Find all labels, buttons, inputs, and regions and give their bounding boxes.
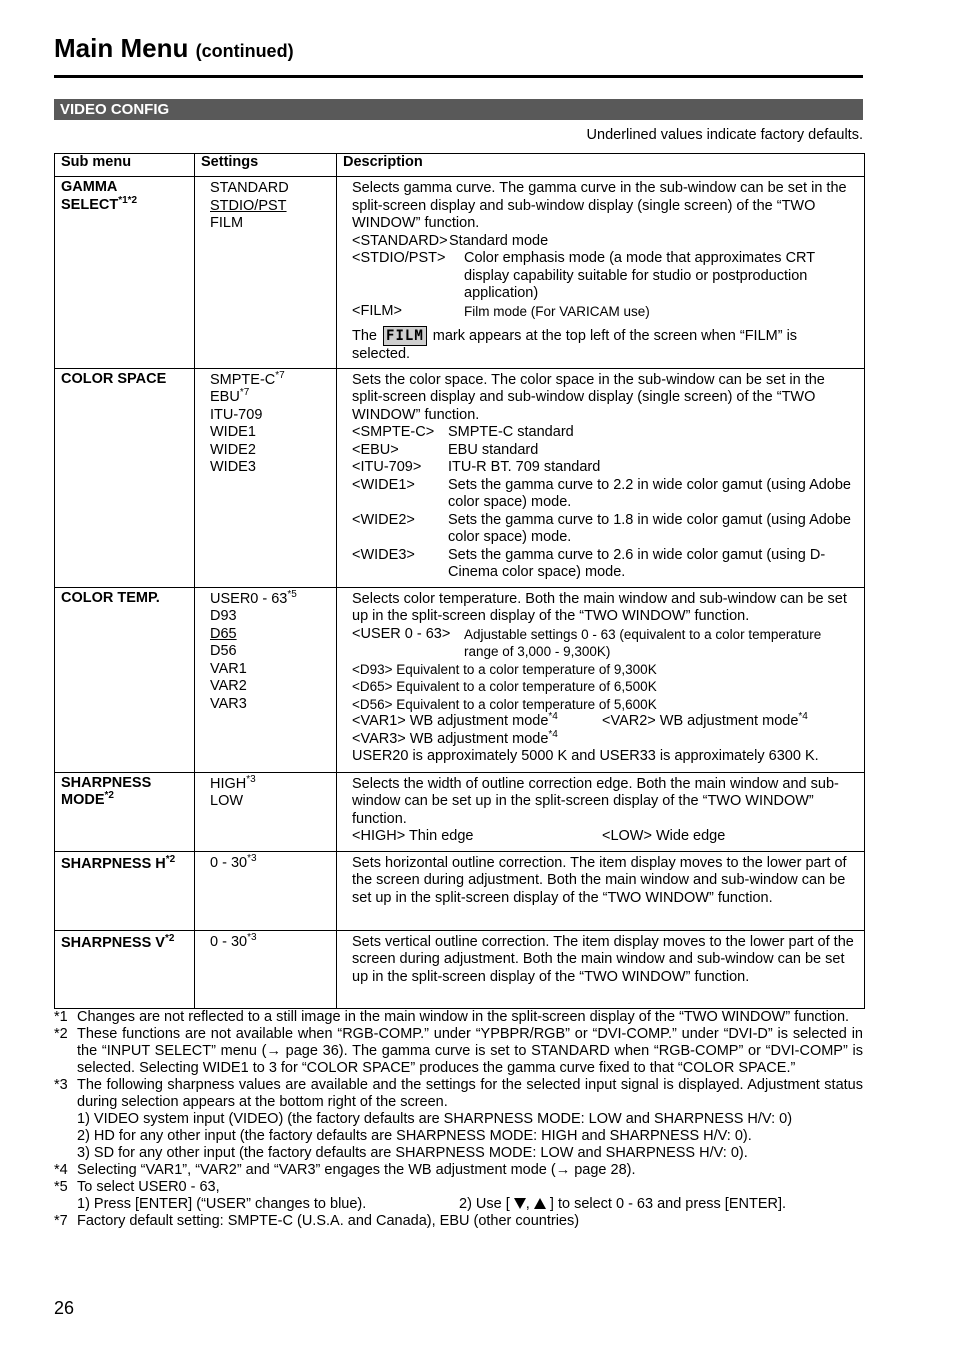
- setting-value: EBU$^{*7}$: [210, 387, 250, 405]
- option-line: <USER 0 - 63> Adjustable settings 0 - 63 (equivalent to a color temperature range of 3,000 - 9,300K): [352, 625, 822, 659]
- option-line: <EBU> EBU standard: [352, 441, 539, 458]
- setting-value: D93: [210, 608, 237, 624]
- settings-cell: [195, 368, 337, 587]
- option-line: <D93> Equivalent to a color temperature of 9,300K: [352, 661, 657, 677]
- table-row-sharpness-mode: [55, 772, 865, 851]
- film-mark-badge: FILM: [383, 326, 427, 346]
- setting-value: STANDARD: [210, 180, 289, 196]
- page-header: [54, 32, 863, 67]
- option-line: <STDIO/PST> Color emphasis mode (a mode that approximates CRT display capability suitable for studio or postproduction application): [352, 250, 815, 301]
- option-line: <STANDARD> Standard mode: [352, 232, 549, 249]
- footnote: *7 Factory default setting: SMPTE-C (U.S.A. and Canada), EBU (other countries): [54, 1213, 580, 1229]
- setting-value: VAR1: [210, 660, 247, 677]
- sub-menu-cell: SHARPNESS $H^{*2}$: [55, 851, 195, 930]
- video-config-table: [54, 153, 865, 1009]
- description-cell: Sets vertical outline correction. The item display moves to the lower part of the screen during adjustment. Both the main window and sub-window can be set up in the split-screen display of the “TWO WINDOW” function.: [337, 930, 865, 1008]
- description-cell: [337, 177, 865, 369]
- option-line: <WIDE2> Sets the gamma curve to 1.8 in wide color gamut (using Adobe color space) mode.: [352, 511, 851, 545]
- user-note: USER20 is approximately 5000 K and USER33 is approximately 6300 K.: [352, 748, 819, 764]
- table-row-gamma-select: [55, 177, 865, 369]
- description-text: Selects gamma curve. The gamma curve in the sub-window can be set in the split-screen display and sub-window display (single screen) of the “TWO WINDOW” function.: [352, 180, 847, 231]
- section-title: VIDEO CONFIG: [54, 99, 863, 120]
- footnote: *2 These functions are not available when “RGB-COMP.” under “YPBPR/RGB” or “DVI-COMP.” under “DVI-D” is selected in the “INPUT SELECT” menu (→ page 36). The gamma curve is set to STANDARD when “RGB-COMP” or “DVI-COMP” is selected. Selecting WIDE1 to 3 for “COLOR SPACE” produces the gamma curve fixed to that “COLOR SPACE.”: [54, 1026, 863, 1076]
- down-arrow-icon: [514, 1198, 526, 1209]
- table-header-row: [55, 154, 865, 177]
- footnote: *5 To select USER0 - 63, 1) Press [ENTER] (“USER” changes to blue). 2) Use [ , ] to select 0 - 63 and press [ENTER].: [54, 1179, 787, 1212]
- settings-cell: [195, 772, 337, 851]
- description-cell: [337, 772, 865, 851]
- setting-value-default: STDIO/PST: [210, 197, 287, 214]
- settings-cell: [195, 177, 337, 369]
- setting-value: SMPTE-$C^{*7}$: [210, 369, 285, 388]
- sub-menu-cell: GAMMA $SELECT^{*1*2}$: [55, 177, 195, 369]
- setting-value: WIDE2: [210, 441, 256, 458]
- setting-value: VAR3: [210, 695, 247, 712]
- title-suffix: (continued): [195, 41, 294, 61]
- sub-menu-cell: SHARPNESS $V^{*2}$: [55, 930, 195, 1008]
- page-number: 26: [54, 1298, 75, 1318]
- sub-menu-cell: SHARPNESS MODE$^{*2}$: [55, 772, 195, 851]
- option-line: <VAR1> WB adjustment mode$^{*4}$ <VAR2> WB adjustment mode$^{*4}$: [352, 711, 808, 729]
- setting-value: HIGH$^{*3}$: [210, 773, 256, 792]
- table-row-sharpness-v: [55, 930, 865, 1008]
- col-header-settings: Settings: [195, 154, 337, 177]
- option-line: <ITU-709> ITU-R BT. 709 standard: [352, 459, 601, 475]
- film-note: The FILM mark appears at the top left of the screen when “FILM” is selected.: [352, 328, 798, 362]
- option-line: <D56> Equivalent to a color temperature of 5,600K: [352, 696, 657, 712]
- setting-value: ITU-709: [210, 406, 263, 423]
- option-line: <D65> Equivalent to a color temperature of 6,500K: [352, 679, 657, 694]
- description-cell: [337, 368, 865, 587]
- option-line: <SMPTE-C> SMPTE-C standard: [352, 424, 574, 440]
- setting-value: LOW: [210, 793, 244, 809]
- setting-value: FILM: [210, 215, 244, 231]
- setting-value: VAR2: [210, 678, 247, 694]
- setting-value: D56: [210, 643, 237, 659]
- defaults-note: Underlined values indicate factory defaults.: [586, 127, 863, 143]
- description-text: Sets the color space. The color space in the sub-window can be set in the split-screen display and sub-window display (single screen) of the “TWO WINDOW” function.: [352, 371, 825, 423]
- option-line: <HIGH> Thin edge <LOW> Wide edge: [352, 828, 726, 844]
- settings-cell: 0 - 30$^{*3}$: [195, 851, 337, 930]
- footnote: *1 Changes are not reflected to a still image in the main window in the split-screen display of the “TWO WINDOW” function.: [54, 1009, 850, 1025]
- table-row-color-temp: [55, 587, 865, 772]
- sub-menu-cell: COLOR SPACE: [55, 368, 195, 587]
- footnote: *3 The following sharpness values are available and the settings for the selected input signal is displayed. Adjustment status during selection appears at the bottom right of the screen. 1) VIDEO system input (VIDEO) (the factory defaults are SHARPNESS MODE: LOW and SHARPNESS H/V: 0) 2) HD for any other input (the factory defaults are SHARPNESS MODE: HIGH and SHARPNESS H/V: 0). 3) SD for any other input (the factory defaults are SHARPNESS MODE: LOW and SHARPNESS H/V: 0).: [54, 1077, 863, 1161]
- up-arrow-icon: [534, 1198, 546, 1209]
- option-line: <FILM> Film mode (For VARICAM use): [352, 302, 650, 319]
- title-rule: [54, 75, 863, 78]
- sub-menu-cell: COLOR TEMP.: [55, 587, 195, 772]
- option-line: <VAR3> WB adjustment mode$^{*4}$: [352, 728, 558, 747]
- setting-value: WIDE3: [210, 459, 256, 475]
- description-text: Selects the width of outline correction edge. Both the main window and sub-window can be set up in the split-screen display of the “TWO WINDOW” function.: [352, 775, 839, 827]
- setting-value: USER0 - 63$^{*5}$: [210, 588, 297, 607]
- setting-value-default: D65: [210, 625, 237, 642]
- setting-value: WIDE1: [210, 424, 256, 440]
- option-line: <WIDE1> Sets the gamma curve to 2.2 in wide color gamut (using Adobe color space) mode.: [352, 476, 851, 510]
- option-line: <WIDE3> Sets the gamma curve to 2.6 in wide color gamut (using D-Cinema color space) mode.: [352, 546, 826, 580]
- col-header-description: Description: [337, 154, 865, 177]
- settings-cell: 0 - 30$^{*3}$: [195, 930, 337, 1008]
- footnote: *4 Selecting “VAR1”, “VAR2” and “VAR3” engages the WB adjustment mode (→ page 28).: [54, 1162, 636, 1178]
- settings-cell: [195, 587, 337, 772]
- description-text: Selects color temperature. Both the main window and sub-window can be set up in the split-screen display of the “TWO WINDOW” function.: [352, 590, 847, 624]
- table-row-sharpness-h: [55, 851, 865, 930]
- footnotes: [54, 1009, 863, 1230]
- col-header-sub-menu: Sub menu: [55, 154, 195, 177]
- description-cell: [337, 587, 865, 772]
- table-row-color-space: [55, 368, 865, 587]
- description-cell: Sets horizontal outline correction. The item display moves to the lower part of the screen during adjustment. Both the main window and sub-window can be set up in the split-screen display of the “TWO WINDOW” function.: [337, 851, 865, 930]
- page-title: Main Menu (continued): [54, 33, 294, 63]
